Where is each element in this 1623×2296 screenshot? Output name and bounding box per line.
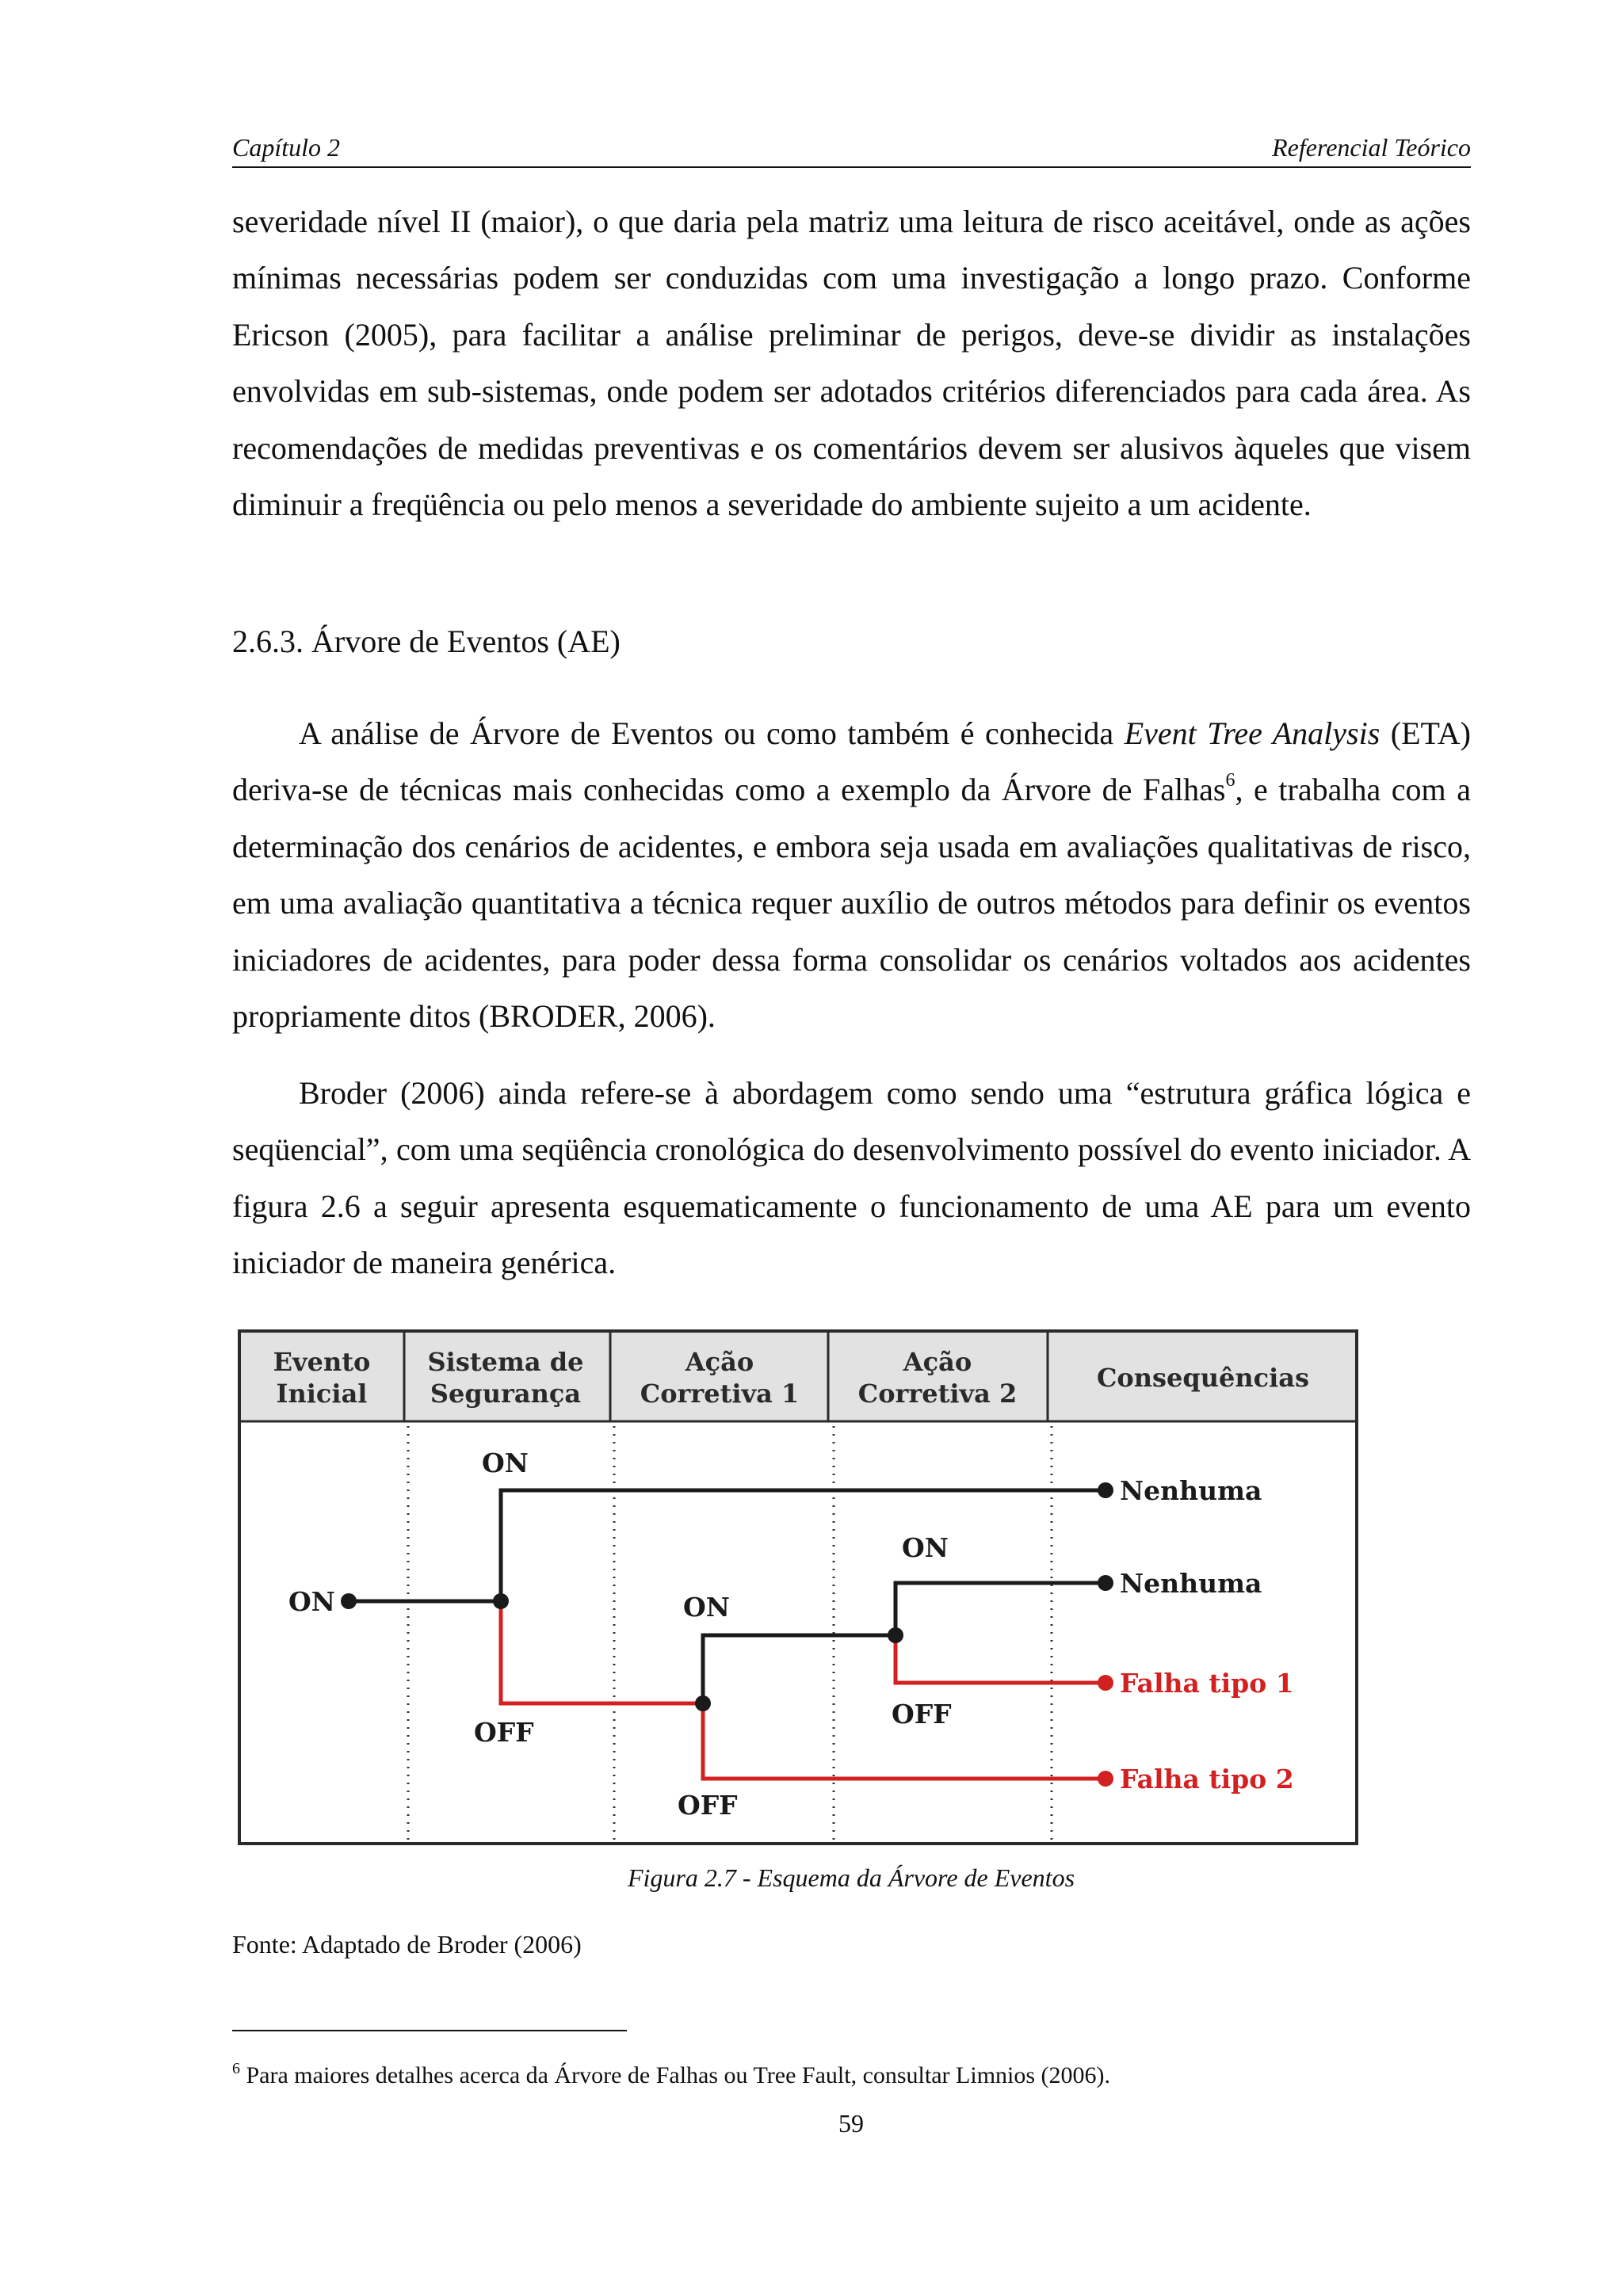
col-header-corretiva1: Corretiva 1 [640, 1379, 800, 1409]
event-tree-diagram [238, 1329, 1360, 1848]
paragraph-risk-matrix: severidade nível II (maior), o que daria pela matriz uma leitura de risco aceitável, onde as ações mínimas necessárias podem ser conduzidas com uma investigação a longo prazo. Conforme Ericson (2005), para facilitar a análise preliminar de perigos, deve-se dividir as instalações envolvidas em sub-sistemas, onde podem ser adotados critérios diferenciados para cada área. As recomendações de medidas preventivas e os comentários devem ser alusivos àqueles que visem diminuir a freqüência ou pelo menos a severidade do ambiente sujeito a um acidente. [232, 204, 1471, 523]
figure-caption: Figura 2.7 - Esquema da Árvore de Eventos [627, 1863, 1075, 1892]
paragraph-broder: Broder (2006) ainda refere-se à abordagem como sendo uma “estrutura gráfica lógica e seqüencial”, com uma seqüência cronológica do desenvolvimento possível do evento iniciador. A figura 2.6 a seguir apresenta esquematicamente o funcionamento de uma AE para um evento iniciador de maneira genérica. [232, 1075, 1471, 1281]
col-header-corretiva2: Corretiva 2 [857, 1379, 1018, 1409]
col-header-evento: Evento [273, 1347, 371, 1377]
col-header-acao2: Ação [903, 1347, 972, 1377]
footnote-rule [232, 2030, 627, 2031]
failure-branches [501, 1601, 1106, 1779]
label-safety-on: ON [482, 1447, 529, 1478]
page-number: 59 [838, 2109, 864, 2138]
col-header-seguranca: Segurança [430, 1379, 582, 1409]
node-initial [341, 1593, 357, 1609]
outcome-nenhuma-2: Nenhuma [1120, 1568, 1262, 1599]
col-header-sistema: Sistema de [427, 1347, 584, 1377]
running-header-chapter: Capítulo 2 [232, 133, 341, 162]
p2-text-b: (ETA) deriva-se de técnicas mais conhecidas como a exemplo da Árvore de Falhas [232, 715, 1471, 808]
col-header-inicial: Inicial [276, 1379, 368, 1409]
endpoint-1 [1098, 1482, 1113, 1498]
label-corr2-off: OFF [892, 1699, 952, 1730]
endpoint-2 [1098, 1575, 1113, 1591]
footnote-text: Para maiores detalhes acerca da Árvore de Falhas ou Tree Fault, consultar Limnios (2006). [246, 2062, 1111, 2088]
outcome-falha-tipo-2: Falha tipo 2 [1120, 1764, 1294, 1794]
col-header-acao1: Ação [685, 1347, 754, 1377]
col-header-consequencias: Consequências [1096, 1363, 1310, 1393]
node-corr1 [695, 1695, 711, 1711]
outcome-falha-tipo-1: Falha tipo 1 [1120, 1668, 1294, 1699]
header-rule [232, 166, 1471, 168]
node-safety [493, 1593, 509, 1609]
label-corr1-off: OFF [678, 1790, 738, 1821]
label-safety-off: OFF [474, 1717, 534, 1748]
footnote [232, 2060, 1110, 2092]
section-heading: 2.6.3. Árvore de Eventos (AE) [232, 624, 621, 659]
label-corr2-on: ON [902, 1532, 949, 1563]
paragraph-eta-intro [232, 705, 1471, 1044]
footnote-reference[interactable]: 6 [1225, 770, 1235, 791]
event-tree-figure [238, 1329, 1360, 1848]
label-corr1-on: ON [683, 1592, 730, 1623]
outcome-nenhuma-1: Nenhuma [1120, 1475, 1262, 1506]
running-header-section: Referencial Teórico [1272, 133, 1471, 162]
label-initial-on: ON [288, 1586, 335, 1617]
p2-italic-term: Event Tree Analysis [1124, 715, 1381, 751]
endpoint-3 [1098, 1675, 1113, 1691]
endpoint-4 [1098, 1771, 1113, 1787]
p2-text-a: A análise de Árvore de Eventos ou como também é conhecida [299, 715, 1125, 751]
footnote-mark: 6 [232, 2060, 240, 2077]
p2-text-c: , e trabalha com a determinação dos cenários de acidentes, e embora seja usada em avaliações qualitativas de risco, em uma avaliação quantitativa a técnica requer auxílio de outros métodos para definir os eventos iniciadores de acidentes, para poder dessa forma consolidar os cenários voltados aos acidentes propriamente ditos (BRODER, 2006). [232, 772, 1471, 1035]
node-corr2 [888, 1627, 903, 1643]
figure-source: Fonte: Adaptado de Broder (2006) [232, 1930, 582, 1958]
